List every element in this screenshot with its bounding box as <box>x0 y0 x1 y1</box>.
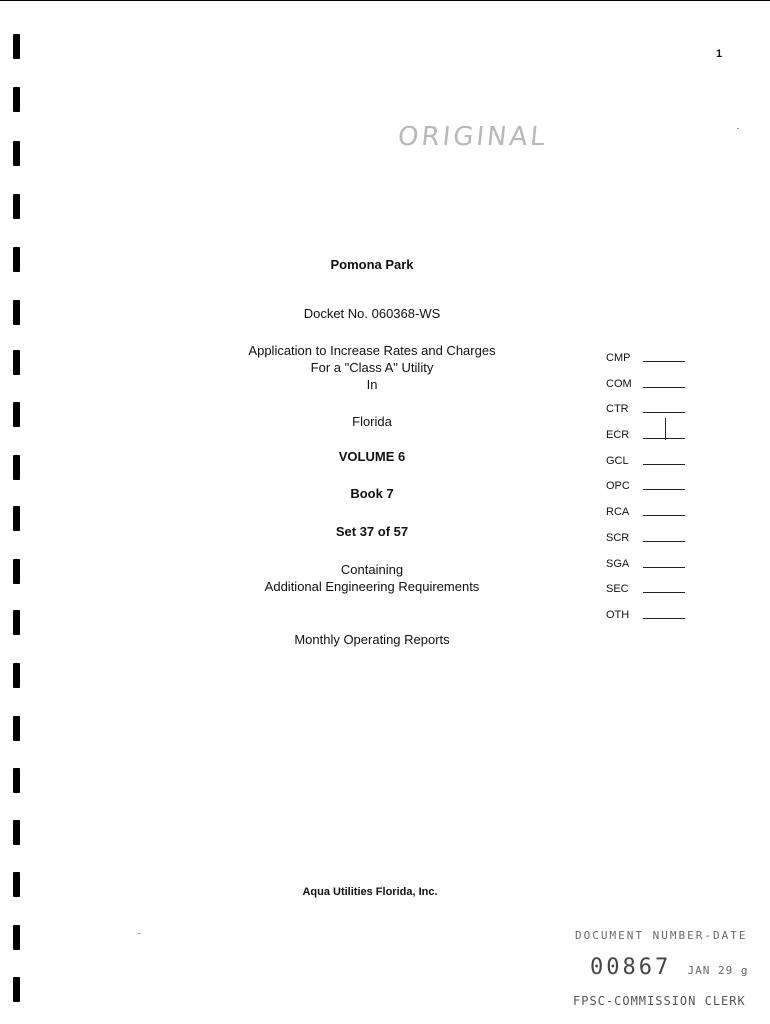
binder-mark <box>13 402 20 427</box>
routing-code: SEC <box>606 583 629 596</box>
company-name: Aqua Utilities Florida, Inc. <box>302 886 438 898</box>
routing-blank-line <box>643 387 685 388</box>
routing-blank-line <box>643 489 685 490</box>
containing-line-2: Additional Engineering Requirements <box>264 579 480 594</box>
binder-mark <box>13 610 20 635</box>
binder-mark <box>13 506 20 531</box>
routing-blank-line <box>643 438 685 439</box>
binder-mark <box>13 925 20 950</box>
routing-row <box>606 454 726 480</box>
binder-mark <box>13 872 20 897</box>
routing-row <box>606 505 726 531</box>
routing-code: SGA <box>606 557 630 570</box>
binder-mark <box>13 768 20 793</box>
binder-mark <box>13 455 20 480</box>
routing-row <box>606 402 726 428</box>
binder-mark <box>13 350 20 375</box>
application-line-3: In <box>366 377 378 392</box>
routing-blank-line <box>643 592 685 593</box>
document-number: 00867 <box>590 955 672 980</box>
routing-code: CMP <box>606 352 631 364</box>
routing-code: OTH <box>606 608 630 621</box>
binder-mark <box>13 247 20 272</box>
binder-mark <box>13 716 20 741</box>
routing-code: CTR <box>606 403 629 416</box>
scan-speck <box>737 128 739 129</box>
routing-blank-line <box>643 464 685 465</box>
scan-speck <box>138 933 140 934</box>
document-date: JAN 29 g <box>687 964 749 977</box>
set-label: Set 37 of 57 <box>335 524 409 539</box>
routing-row <box>606 479 726 505</box>
routing-blank-line <box>643 361 685 362</box>
routing-row <box>606 351 726 377</box>
binder-mark <box>13 194 20 219</box>
routing-row <box>606 377 726 403</box>
routing-code: SCR <box>606 531 630 544</box>
routing-code: RCA <box>606 506 630 519</box>
routing-code: GCL <box>606 454 629 467</box>
original-stamp: ORIGINAL <box>396 122 550 152</box>
routing-blank-line <box>643 567 685 568</box>
application-line-1: Application to Increase Rates and Charges <box>248 343 496 358</box>
binder-mark <box>13 559 20 584</box>
page-top-border <box>0 0 770 1</box>
routing-row <box>606 531 726 557</box>
routing-checklist <box>606 351 726 634</box>
document-stamp-header: DOCUMENT NUMBER-DATE <box>575 929 748 942</box>
routing-blank-line <box>643 412 685 413</box>
binder-mark <box>13 300 20 325</box>
routing-code: ECR <box>606 429 630 442</box>
book-label: Book 7 <box>350 486 394 501</box>
handwritten-mark <box>665 418 666 440</box>
routing-blank-line <box>643 618 685 619</box>
containing-line-1: Containing <box>340 562 404 577</box>
application-line-2: For a "Class A" Utility <box>310 360 434 375</box>
routing-row <box>606 428 726 454</box>
page-number: 1 <box>716 48 723 60</box>
document-stamp-number <box>590 955 748 980</box>
document-title: Pomona Park <box>330 257 414 272</box>
binder-mark <box>13 977 20 1002</box>
binder-mark <box>13 820 20 845</box>
routing-blank-line <box>643 541 685 542</box>
docket-number: Docket No. 060368-WS <box>303 306 441 321</box>
binder-mark <box>13 87 20 112</box>
reports-label: Monthly Operating Reports <box>294 632 450 647</box>
state-name: Florida <box>352 414 392 429</box>
routing-row <box>606 557 726 583</box>
binder-mark <box>13 34 20 59</box>
document-stamp-footer: FPSC-COMMISSION CLERK <box>573 994 746 1008</box>
volume-label: VOLUME 6 <box>338 449 406 464</box>
routing-code: OPC <box>606 480 630 493</box>
binder-mark <box>13 141 20 166</box>
routing-blank-line <box>643 515 685 516</box>
binder-mark <box>13 663 20 688</box>
routing-row <box>606 582 726 608</box>
routing-row <box>606 608 726 634</box>
routing-code: COM <box>606 377 632 390</box>
